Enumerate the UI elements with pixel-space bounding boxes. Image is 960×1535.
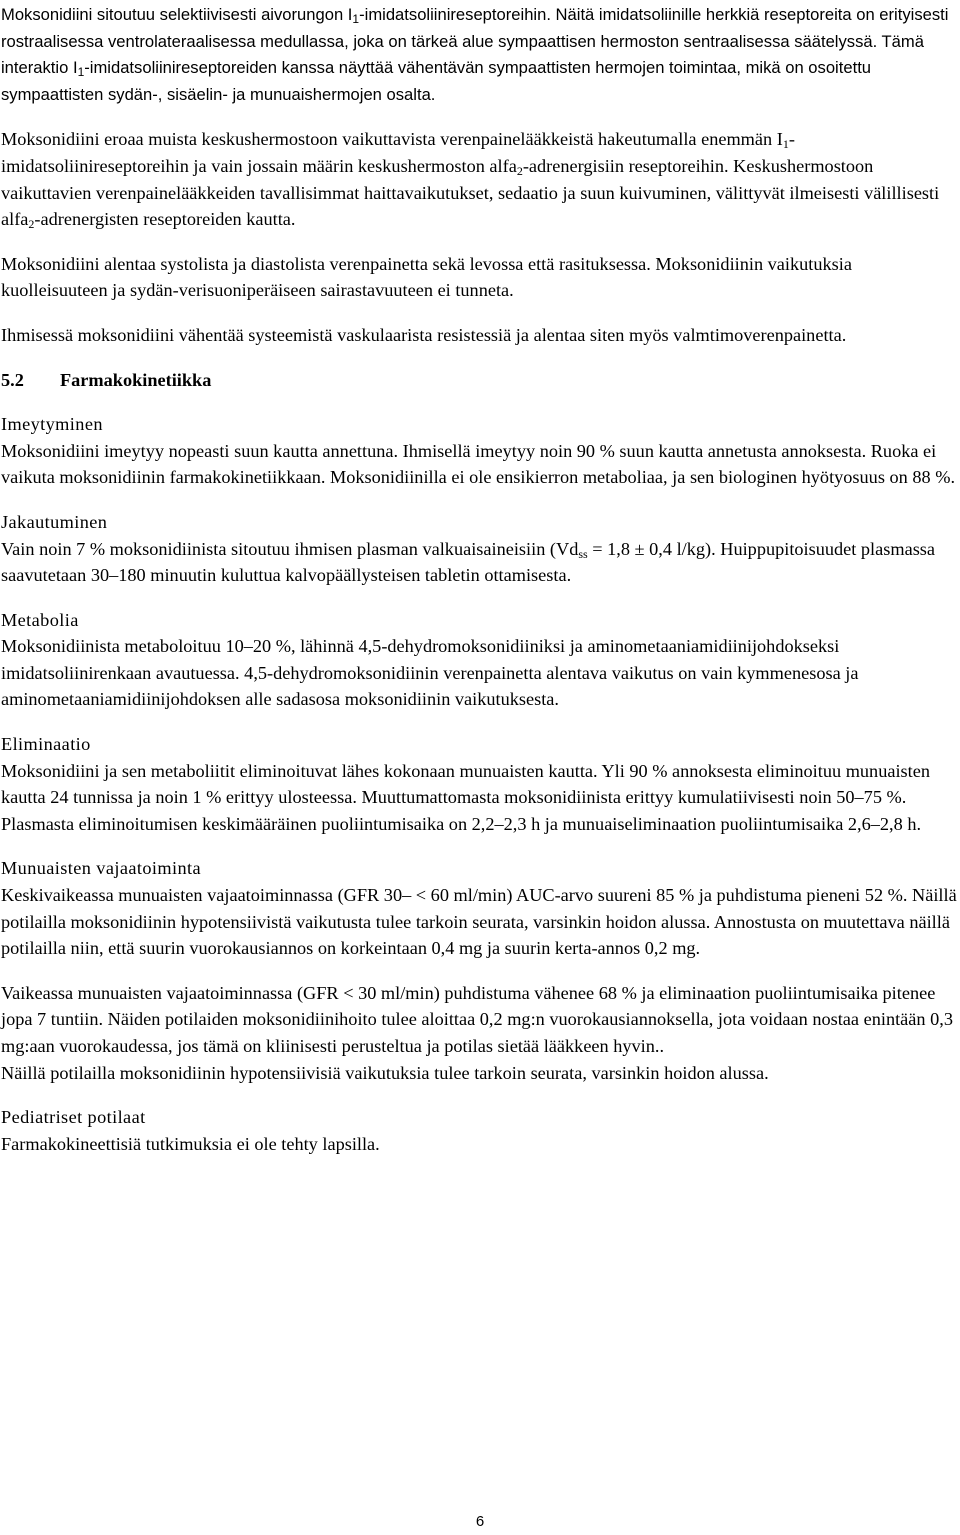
- subsection-pediatriset: [1, 1104, 959, 1157]
- subsection-eliminaatio: [1, 731, 959, 837]
- subsection-text: Keskivaikeassa munuaisten vajaatoiminnassa (GFR 30– < 60 ml/min) AUC-arvo suureni 85 % ja puhdistuma pieneni 52 %. Näillä potilailla moksonidiinin hypotensiivistä vaikutusta tulee tarkoin seurata, varsinkin hoidon alussa. Annostusta on muutettava näillä potilailla niin, että suurin vuorokausiannos on korkeintaan 0,4 mg ja suurin kerta-annos 0,2 mg.: [1, 885, 957, 959]
- subsection-text: Moksonidiini imeytyy nopeasti suun kautta annettuna. Ihmisellä imeytyy noin 90 % suun kautta annetusta annoksesta. Ruoka ei vaikuta moksonidiinin farmakokinetiikkaan. Moksonidiinilla ei ole ensikierron metaboliaa, ja sen biologinen hyötyosuus on 88 %.: [1, 440, 956, 488]
- subsection-jakautuminen: [1, 509, 959, 589]
- subsection-heading: Metabolia: [1, 609, 79, 630]
- subsection-heading: Munuaisten vajaatoiminta: [1, 858, 201, 879]
- subsection-text: Moksonidiini ja sen metaboliitit eliminoituvat lähes kokonaan munuaisten kautta. Yli 90 % annoksesta eliminoituu munuaisten kautta 24 tunnissa ja noin 1 % erittyy ulosteessa. Muuttumattomasta moksonidiinista erittyy kumulatiivisesti noin 50–75 %. Plasmasta eliminoitumisen keskimääräinen puoliintumisaika on 2,2–2,3 h ja munuaiseliminaation puoliintumisaika 2,6–2,8 h.: [1, 760, 930, 834]
- blood-pressure-paragraph: Moksonidiini alentaa systolista ja diastolista verenpainetta sekä levossa että rasituksessa. Moksonidiinin vaikutuksia kuolleisuuteen ja sydän-verisuoniperäiseen sairastavuuteen ei tunneta.: [1, 253, 852, 301]
- subsection-heading: Jakautuminen: [1, 511, 108, 532]
- section-title: Farmakokinetiikka: [60, 369, 212, 390]
- subsection-text: Vain noin 7 % moksonidiinista sitoutuu ihmisen plasman valkuaisaineisiin ($Vd_{ss} = 1,8 \pm 0,4$ l/kg). Huippupitoisuudet plasmassa saavutetaan 30–180 minuutin kuluttua kalvopäällysteisen tabletin ottamisesta.: [1, 538, 936, 586]
- subsection-heading: Imeytyminen: [1, 414, 103, 435]
- subsection-metabolia: [1, 607, 959, 713]
- page-number: 6: [475, 1513, 485, 1530]
- subsection-imeytyminen: [1, 411, 959, 491]
- subsection-munuaiset: [1, 855, 959, 1086]
- vascular-resistance-paragraph: Ihmisessä moksonidiini vähentää systeemistä vaskulaarista resistessiä ja alentaa siten myös valmtimoverenpainetta.: [1, 324, 847, 345]
- subsection-text: Farmakokineettisiä tutkimuksia ei ole tehty lapsilla.: [1, 1133, 380, 1154]
- subsection-text: Moksonidiinista metaboloituu 10–20 %, lähinnä 4,5-dehydromoksonidiiniksi ja aminometaaniamidiinijohdokseksi imidatsoliinirenkaan avautuessa. 4,5-dehydromoksonidiinin verenpainetta alentava vaikutus on vain kymmenesosa ja aminometaaniamidiinijohdoksen alle sadasosa moksonidiinin vaikutuksesta.: [1, 636, 859, 710]
- subsection-text: Näillä potilailla moksonidiinin hypotensiivisiä vaikutuksia tulee tarkoin seurata, varsinkin hoidon alussa.: [1, 1062, 769, 1083]
- subsection-heading: Eliminaatio: [1, 734, 91, 755]
- comparison-paragraph: Moksonidiini eroaa muista keskushermostoon vaikuttavista verenpainelääkkeistä hakeutumalla enemmän $I_1$-imidatsoliinireseptoreihin ja vain jossain määrin keskushermoston alfa$_2$-adrenergisiin reseptoreihin. Keskushermostoon vaikuttavien verenpainelääkkeiden tavallisimmat haittavaikutukset, sedaatio ja suun kuivuminen, välittyvät ilmeisesti välillisesti alfa$_2$-adrenergisten reseptoreiden kautta.: [1, 129, 940, 232]
- mechanism-paragraph: Moksonidiini sitoutuu selektiivisesti aivorungon $I_1$-imidatsoliinireseptoreihin. Näitä imidatsoliinille herkkiä reseptoreita on erityisesti rostraalisessa ventrolateraalisessa medullassa, joka on tärkeä alue sympaattisen hermoston sentraalisessa säätelyssä. Tämä interaktio $I_1$-imidatsoliinireseptoreiden kanssa näyttää vähentävän sympaattisten hermojen toimintaa, mikä on osoitettu sympaattisten sydän-, sisäelin- ja munuaishermojen osalta.: [1, 5, 949, 104]
- section-number: 5.2: [1, 369, 24, 390]
- section-heading: [1, 367, 959, 394]
- subsection-heading: Pediatriset potilaat: [1, 1107, 146, 1128]
- subsection-text: Vaikeassa munuaisten vajaatoiminnassa (GFR < 30 ml/min) puhdistuma vähenee 68 % ja eliminaation puoliintumisaika pitenee jopa 7 tuntiin. Näiden potilaiden moksonidiinihoito tulee aloittaa 0,2 mg:n vuorokausiannoksella, jota voidaan nostaa enintään 0,3 mg:aan vuorokaudessa, jos tämä on kliinisesti perusteltua ja potilas sietää lääkkeen hyvin..: [1, 982, 953, 1056]
